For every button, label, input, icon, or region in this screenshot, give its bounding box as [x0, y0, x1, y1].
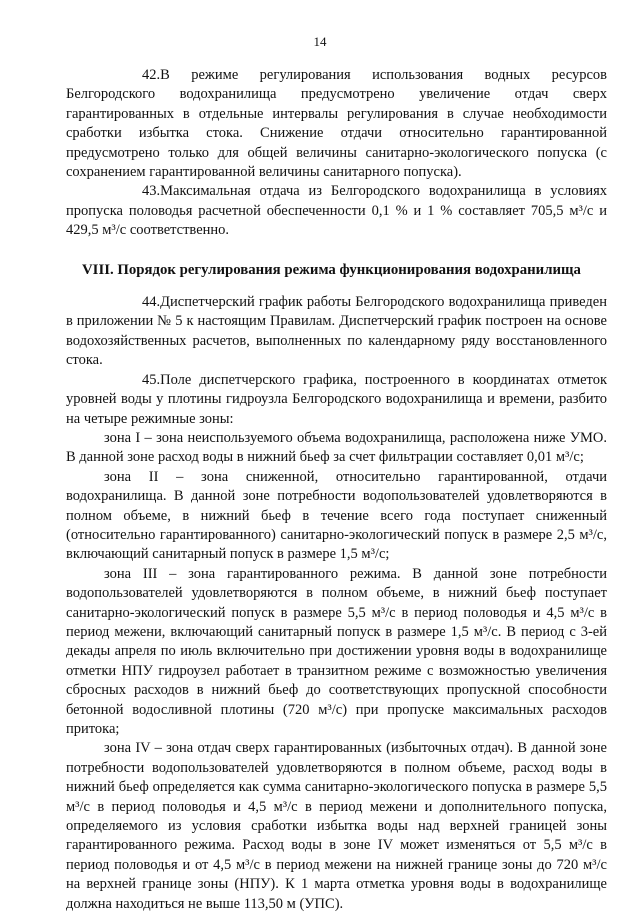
paragraph-number: 42.	[142, 67, 161, 83]
paragraph-text: В режиме регулирования использования водных ресурсов Белгородского водохранилища предусмотрено увеличение отдач сверх гарантированных в отдельные интервалы регулирования в случае необходимости сработки избытка стока. Снижение отдачи относительно гарантированной предусмотрено только для общей величины санитарно-экологического попуска (с сохранением гарантированной величины санитарного попуска).	[66, 67, 607, 181]
zone-2-paragraph: зона II – зона сниженной, относительно гарантированной, отдачи водохранилища. В данной зоне потребности водопользователей удовлетворяются в полном объеме, в нижний бьеф в течение всего года поступает сниженный (относительно гарантированного) санитарно-экологический попуск в размере 2,5 м³/с, включающий санитарный попуск в размере 1,5 м³/с;	[66, 468, 607, 563]
paragraph-text: Максимальная отдача из Белгородского водохранилища в условиях пропуска половодья расчетной обеспеченности 0,1 % и 1 % составляет 705,5 м³/с и 429,5 м³/с соответственно.	[66, 183, 607, 239]
paragraph-number: 43.	[142, 183, 161, 200]
paragraph-text: Диспетчерский график работы Белгородского водохранилища приведен в приложении № 5 к настоящим Правилам. Диспетчерский график построен на основе водохозяйственных расчетов, выполненных по календарному ряду восстановленного стока.	[66, 294, 607, 369]
paragraph-43	[66, 182, 607, 240]
paragraph-text: Поле диспетчерского графика, построенного в координатах отметок уровней воды у плотины гидроузла Белгородского водохранилища и времени, разбито на четыре режимные зоны:	[66, 371, 607, 427]
paragraph-45	[66, 371, 607, 429]
zone-4-paragraph: зона IV – зона отдач сверх гарантированных (избыточных отдач). В данной зоне потребности водопользователей удовлетворяются в полном объеме, расход воды в нижний бьеф определяется как сумма санитарно-экологического попуска в размере 5,5 м³/с в период половодья и 4,5 м³/с в период межени и дополнительного попуска, определяемого из условия сработки избытка воды над верхней границей зоны гарантированного режима. Расход воды в зоне IV может изменяться от 5,5 м³/с в период половодья и от 4,5 м³/с в период межени на нижней границе зоны до 720 м³/с на верхней границе зоны (НПУ). К 1 марта отметка уровня воды в водохранилище должна находиться не выше 113,50 м (УПС).	[66, 740, 607, 912]
paragraph-number: 45.	[142, 371, 161, 388]
zone-3-paragraph: зона III – зона гарантированного режима. В данной зоне потребности водопользователей удовлетворяются в полном объеме, в нижний бьеф поступает санитарно-экологический попуск в размере 5,5 м³/с в период половодья и 4,5 м³/с в период межени, включающий санитарный попуск в размере 1,5 м³/с. В период с 3-ей декады апреля по июль включительно при достижении уровня воды в водохранилище отметки НПУ гидроузел работает в транзитном режиме с возможностью увеличения сбросных расходов в нижний бьеф до соответствующих пропускной способности бетонной водосливной плотины (720 м³/с) при пропуске максимальных расходов притока;	[66, 565, 607, 737]
paragraph-number: 44.	[142, 294, 161, 311]
section-heading: VIII. Порядок регулирования режима функционирования водохранилища	[82, 261, 581, 278]
zone-1-paragraph: зона I – зона неиспользуемого объема водохранилища, расположена ниже УМО. В данной зоне расход воды в нижний бьеф за счет фильтрации составляет 0,01 м³/с;	[66, 429, 607, 466]
page-number: 14	[313, 34, 327, 49]
paragraph-44	[66, 293, 607, 371]
paragraph-42	[66, 66, 607, 182]
document-body	[66, 66, 607, 914]
